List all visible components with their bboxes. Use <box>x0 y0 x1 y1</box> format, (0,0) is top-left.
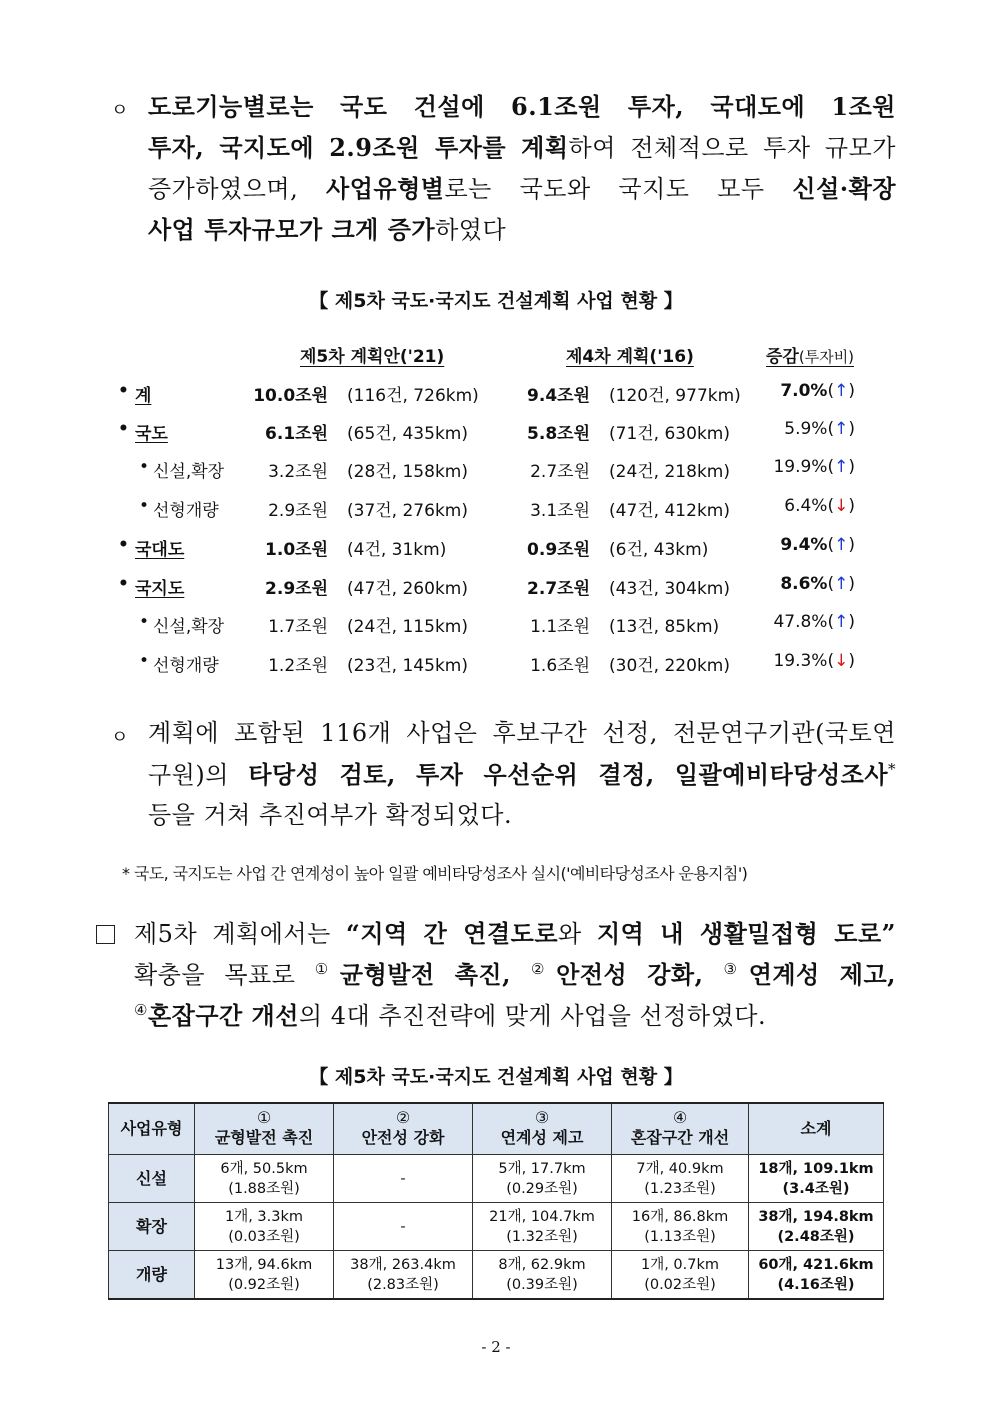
plan5-detail: (24건, 115km) <box>347 617 468 637</box>
summary-row <box>0 651 992 681</box>
change-percent: 5.9% <box>784 419 828 439</box>
paren: ) <box>848 574 855 594</box>
cell-line: (3.4조원) <box>782 1180 850 1197</box>
cell-line: 8개, 62.9km <box>498 1256 586 1273</box>
text-segment: ① <box>314 960 340 978</box>
footnote: * 국도, 국지도는 사업 간 연계성이 높아 일괄 예비타당성조사 실시('예비타당성조사 운용지침') <box>122 864 748 883</box>
summary-col-4th-plan: 제4차 계획('16) <box>566 347 694 367</box>
bullet-dot: • <box>139 651 150 671</box>
plan5-amount: 2.9조원 <box>265 579 328 599</box>
text-segment: 신설·확장 <box>792 174 896 203</box>
table-cell <box>195 1203 334 1251</box>
paren: ( <box>827 574 835 594</box>
text-segment: 균형발전 촉진, <box>339 960 531 989</box>
cell-line: 38개, 194.8km <box>758 1208 874 1225</box>
paren: ( <box>827 651 835 671</box>
table-cell <box>195 1155 334 1203</box>
text-segment: 제5차 계획에서는 <box>134 920 347 948</box>
arrow-up-icon: ↑ <box>834 535 849 555</box>
paragraph-bullet: ㅇ <box>111 727 129 748</box>
table-cell <box>473 1251 612 1300</box>
strategy-label: 균형발전 촉진 <box>214 1128 314 1147</box>
paragraph-line <box>148 795 896 836</box>
row-type-label: 개량 <box>109 1251 195 1300</box>
paren: ( <box>827 419 835 439</box>
plan4-amount: 9.4조원 <box>527 386 590 406</box>
paragraph-bullet: ㅇ <box>111 100 129 121</box>
text-segment: 확충을 목표로 <box>134 961 315 989</box>
project-selection-paragraph <box>148 713 896 836</box>
arrow-up-icon: ↑ <box>834 612 849 632</box>
table-cell <box>334 1251 473 1300</box>
table-row <box>109 1251 884 1300</box>
paren: ( <box>827 496 835 516</box>
strategy-number: ④ <box>672 1108 688 1127</box>
cell-line: 1개, 3.3km <box>224 1208 304 1225</box>
plan5-detail: (116건, 726km) <box>347 386 479 406</box>
strategy-label: 연계성 제고 <box>500 1128 584 1147</box>
plan5-amount: 6.1조원 <box>265 424 328 444</box>
paragraph-line <box>148 209 896 250</box>
summary-row <box>0 612 992 642</box>
paren: ) <box>848 535 855 555</box>
text-segment: ④ <box>134 1001 148 1019</box>
plan5-amount: 1.2조원 <box>268 656 328 676</box>
text-segment: ③ <box>723 960 749 978</box>
plan5-detail: (65건, 435km) <box>347 424 468 444</box>
bullet-dot: • <box>118 535 129 555</box>
summary-row <box>0 457 992 487</box>
plan5-detail: (4건, 31km) <box>347 540 447 560</box>
row-type-label: 확장 <box>109 1203 195 1251</box>
paren: ) <box>848 419 855 439</box>
plan4-detail: (13건, 85km) <box>609 617 720 637</box>
cell-line: 18개, 109.1km <box>758 1160 874 1177</box>
row-label: 선형개량 <box>153 501 219 521</box>
text-segment: ② <box>530 960 557 978</box>
arrow-down-icon: ↓ <box>834 651 849 671</box>
paren: ) <box>848 496 855 516</box>
table-row <box>109 1155 884 1203</box>
strategy-label: 혼잡구간 개선 <box>630 1128 730 1147</box>
summary-col-change-label: 증감 <box>766 347 799 367</box>
cell-line: 1개, 0.7km <box>640 1256 720 1273</box>
table-cell <box>473 1155 612 1203</box>
paren: ( <box>827 612 835 632</box>
summary-row <box>0 574 992 604</box>
row-label: 선형개량 <box>153 656 219 676</box>
text-segment: 계획에 포함된 116개 사업은 후보구간 선정, 전문연구기관(국토연 <box>148 719 896 747</box>
summary-row <box>0 381 992 411</box>
text-segment: 사업 투자규모가 크게 증가 <box>148 215 436 244</box>
cell-line: (4.16조원) <box>777 1276 855 1293</box>
row-label: 계 <box>135 386 152 406</box>
table-cell <box>334 1155 473 1203</box>
table-cell <box>473 1203 612 1251</box>
total-cell <box>749 1203 884 1251</box>
bullet-dot: • <box>139 457 150 477</box>
change-cell <box>784 419 855 439</box>
strategy-header <box>612 1103 749 1155</box>
arrow-up-icon: ↑ <box>834 457 849 477</box>
cell-line: 38개, 263.4km <box>350 1256 456 1273</box>
plan5-detail: (37건, 276km) <box>347 501 468 521</box>
text-segment: * <box>888 760 896 778</box>
corner-header: 사업유형 <box>109 1103 195 1155</box>
summary-col-5th-plan: 제5차 계획안('21) <box>300 347 445 367</box>
plan5-amount: 1.7조원 <box>268 617 328 637</box>
paren: ) <box>848 381 855 401</box>
cell-line: 6개, 50.5km <box>220 1160 308 1177</box>
plan4-amount: 2.7조원 <box>530 462 590 482</box>
cell-line: (1.23조원) <box>644 1180 716 1197</box>
strategy-table <box>108 1102 884 1300</box>
plan4-amount: 1.1조원 <box>530 617 590 637</box>
cell-line: (1.32조원) <box>506 1228 578 1245</box>
total-cell <box>749 1155 884 1203</box>
text-segment: 와 <box>558 920 597 948</box>
paragraph-line <box>148 713 896 754</box>
arrow-down-icon: ↓ <box>834 496 849 516</box>
change-percent: 9.4% <box>780 535 828 555</box>
strategy-number: ③ <box>534 1108 550 1127</box>
cell-line: (0.29조원) <box>506 1180 578 1197</box>
plan4-detail: (47건, 412km) <box>609 501 730 521</box>
change-cell <box>780 381 855 401</box>
cell-line: 16개, 86.8km <box>631 1208 729 1225</box>
cell-line: 60개, 421.6km <box>758 1256 874 1273</box>
text-segment: 지역 내 생활밀접형 도로” <box>596 919 896 948</box>
bullet-dot: • <box>139 496 150 516</box>
text-segment: 로는 국도와 국지도 모두 <box>444 175 793 203</box>
text-segment: 하였다 <box>435 216 507 244</box>
bullet-dot: • <box>118 381 129 401</box>
total-header: 소계 <box>749 1103 884 1155</box>
summary-title: 【 제5차 국도·국지도 건설계획 사업 현황 】 <box>309 290 683 312</box>
summary-col-change <box>766 342 854 367</box>
arrow-up-icon: ↑ <box>834 574 849 594</box>
text-segment: 사업유형별 <box>326 174 445 203</box>
change-cell <box>780 574 855 594</box>
plan4-detail: (43건, 304km) <box>609 579 730 599</box>
row-label: 신설,확장 <box>153 617 225 637</box>
cell-line: (0.02조원) <box>644 1276 716 1293</box>
plan5-detail: (28건, 158km) <box>347 462 468 482</box>
cell-line: (1.13조원) <box>644 1228 716 1245</box>
plan4-detail: (6건, 43km) <box>609 540 709 560</box>
arrow-up-icon: ↑ <box>834 419 849 439</box>
table-cell <box>612 1155 749 1203</box>
strategy-paragraph <box>134 913 896 1036</box>
table-header-row <box>109 1103 884 1155</box>
change-cell <box>773 612 855 632</box>
text-segment: 안전성 강화, <box>556 960 724 989</box>
table-cell <box>612 1251 749 1300</box>
row-label: 국지도 <box>135 579 185 599</box>
plan4-amount: 0.9조원 <box>527 540 590 560</box>
text-segment: 하여 전체적으로 투자 규모가 <box>568 134 896 162</box>
summary-row <box>0 535 992 565</box>
change-cell <box>780 535 855 555</box>
cell-line: (1.88조원) <box>228 1180 300 1197</box>
table-cell <box>612 1203 749 1251</box>
plan4-detail: (24건, 218km) <box>609 462 730 482</box>
strategy-number: ① <box>256 1108 272 1127</box>
table-cell <box>334 1203 473 1251</box>
text-segment: 도로기능별로는 국도 건설에 6.1조원 투자, 국대도에 1조원 <box>148 92 896 121</box>
cell-line: 21개, 104.7km <box>489 1208 595 1225</box>
plan5-amount: 2.9조원 <box>268 501 328 521</box>
page-number: - 2 - <box>481 1338 511 1356</box>
change-percent: 19.9% <box>773 457 828 477</box>
arrow-up-icon: ↑ <box>834 381 849 401</box>
paragraph-line <box>148 168 896 209</box>
row-label: 국대도 <box>135 540 185 560</box>
cell-line: (2.48조원) <box>777 1228 855 1245</box>
bullet-dot: • <box>118 419 129 439</box>
cell-line: 13개, 94.6km <box>215 1256 313 1273</box>
paragraph-line <box>148 86 896 127</box>
text-segment: 의 4대 추진전략에 맞게 사업을 선정하였다. <box>298 1002 767 1030</box>
table-cell <box>195 1251 334 1300</box>
plan4-amount: 3.1조원 <box>530 501 590 521</box>
plan5-amount: 3.2조원 <box>268 462 328 482</box>
row-label: 신설,확장 <box>153 462 225 482</box>
change-percent: 8.6% <box>780 574 828 594</box>
cell-line: (2.83조원) <box>367 1276 439 1293</box>
cell-line: (0.03조원) <box>228 1228 300 1245</box>
plan4-detail: (120건, 977km) <box>609 386 741 406</box>
change-percent: 19.3% <box>773 651 828 671</box>
table-body <box>109 1155 884 1300</box>
paragraph-line <box>148 754 896 795</box>
strategy-label: 안전성 강화 <box>361 1128 445 1147</box>
plan4-amount: 1.6조원 <box>530 656 590 676</box>
paragraph-line <box>148 127 896 168</box>
text-segment: 연계성 제고, <box>748 960 897 989</box>
paragraph-line <box>134 954 896 995</box>
row-type-label: 신설 <box>109 1155 195 1203</box>
cell-line: (0.39조원) <box>506 1276 578 1293</box>
cell-line: 5개, 17.7km <box>498 1160 586 1177</box>
investment-summary-paragraph <box>148 86 896 250</box>
text-segment: 증가하였으며, <box>148 175 327 203</box>
text-segment: 투자, 국지도에 2.9조원 투자를 계획 <box>148 133 569 162</box>
plan5-detail: (23건, 145km) <box>347 656 468 676</box>
row-label: 국도 <box>135 424 168 444</box>
paren: ) <box>848 457 855 477</box>
strategy-header <box>334 1103 473 1155</box>
plan4-detail: (30건, 220km) <box>609 656 730 676</box>
cell-line: - <box>400 1218 406 1235</box>
plan4-detail: (71건, 630km) <box>609 424 730 444</box>
strategy-number: ② <box>395 1108 411 1127</box>
plan4-amount: 5.8조원 <box>527 424 590 444</box>
text-segment: 구원)의 <box>148 761 249 789</box>
total-cell <box>749 1251 884 1300</box>
summary-col-change-sub: (투자비) <box>798 348 855 366</box>
change-percent: 6.4% <box>784 496 828 516</box>
paren: ( <box>827 457 835 477</box>
change-percent: 7.0% <box>780 381 828 401</box>
paren: ( <box>827 535 835 555</box>
plan5-detail: (47건, 260km) <box>347 579 468 599</box>
paren: ) <box>848 651 855 671</box>
strategy-header <box>195 1103 334 1155</box>
text-segment: 혼잡구간 개선 <box>147 1001 299 1030</box>
bullet-dot: • <box>118 574 129 594</box>
paragraph-line <box>134 995 896 1036</box>
plan5-amount: 1.0조원 <box>265 540 328 560</box>
text-segment: 타당성 검토, 투자 우선순위 결정, 일괄예비타당성조사 <box>248 760 888 789</box>
summary-row <box>0 496 992 526</box>
bullet-dot: • <box>139 612 150 632</box>
table-row <box>109 1203 884 1251</box>
change-cell <box>773 651 855 671</box>
cell-line: 7개, 40.9km <box>636 1160 724 1177</box>
paragraph-line <box>134 913 896 954</box>
cell-line: - <box>400 1170 406 1187</box>
section-checkbox <box>96 925 115 944</box>
change-percent: 47.8% <box>773 612 828 632</box>
change-cell <box>773 457 855 477</box>
strategy-header <box>473 1103 612 1155</box>
table-title: 【 제5차 국도·국지도 건설계획 사업 현황 】 <box>309 1066 683 1088</box>
change-cell <box>784 496 855 516</box>
cell-line: (0.92조원) <box>228 1276 300 1293</box>
plan5-amount: 10.0조원 <box>253 386 328 406</box>
text-segment: “지역 간 연결도로 <box>346 919 559 948</box>
plan4-amount: 2.7조원 <box>527 579 590 599</box>
summary-row <box>0 419 992 449</box>
paren: ) <box>848 612 855 632</box>
paren: ( <box>827 381 835 401</box>
text-segment: 등을 거쳐 추진여부가 확정되었다. <box>148 801 513 829</box>
